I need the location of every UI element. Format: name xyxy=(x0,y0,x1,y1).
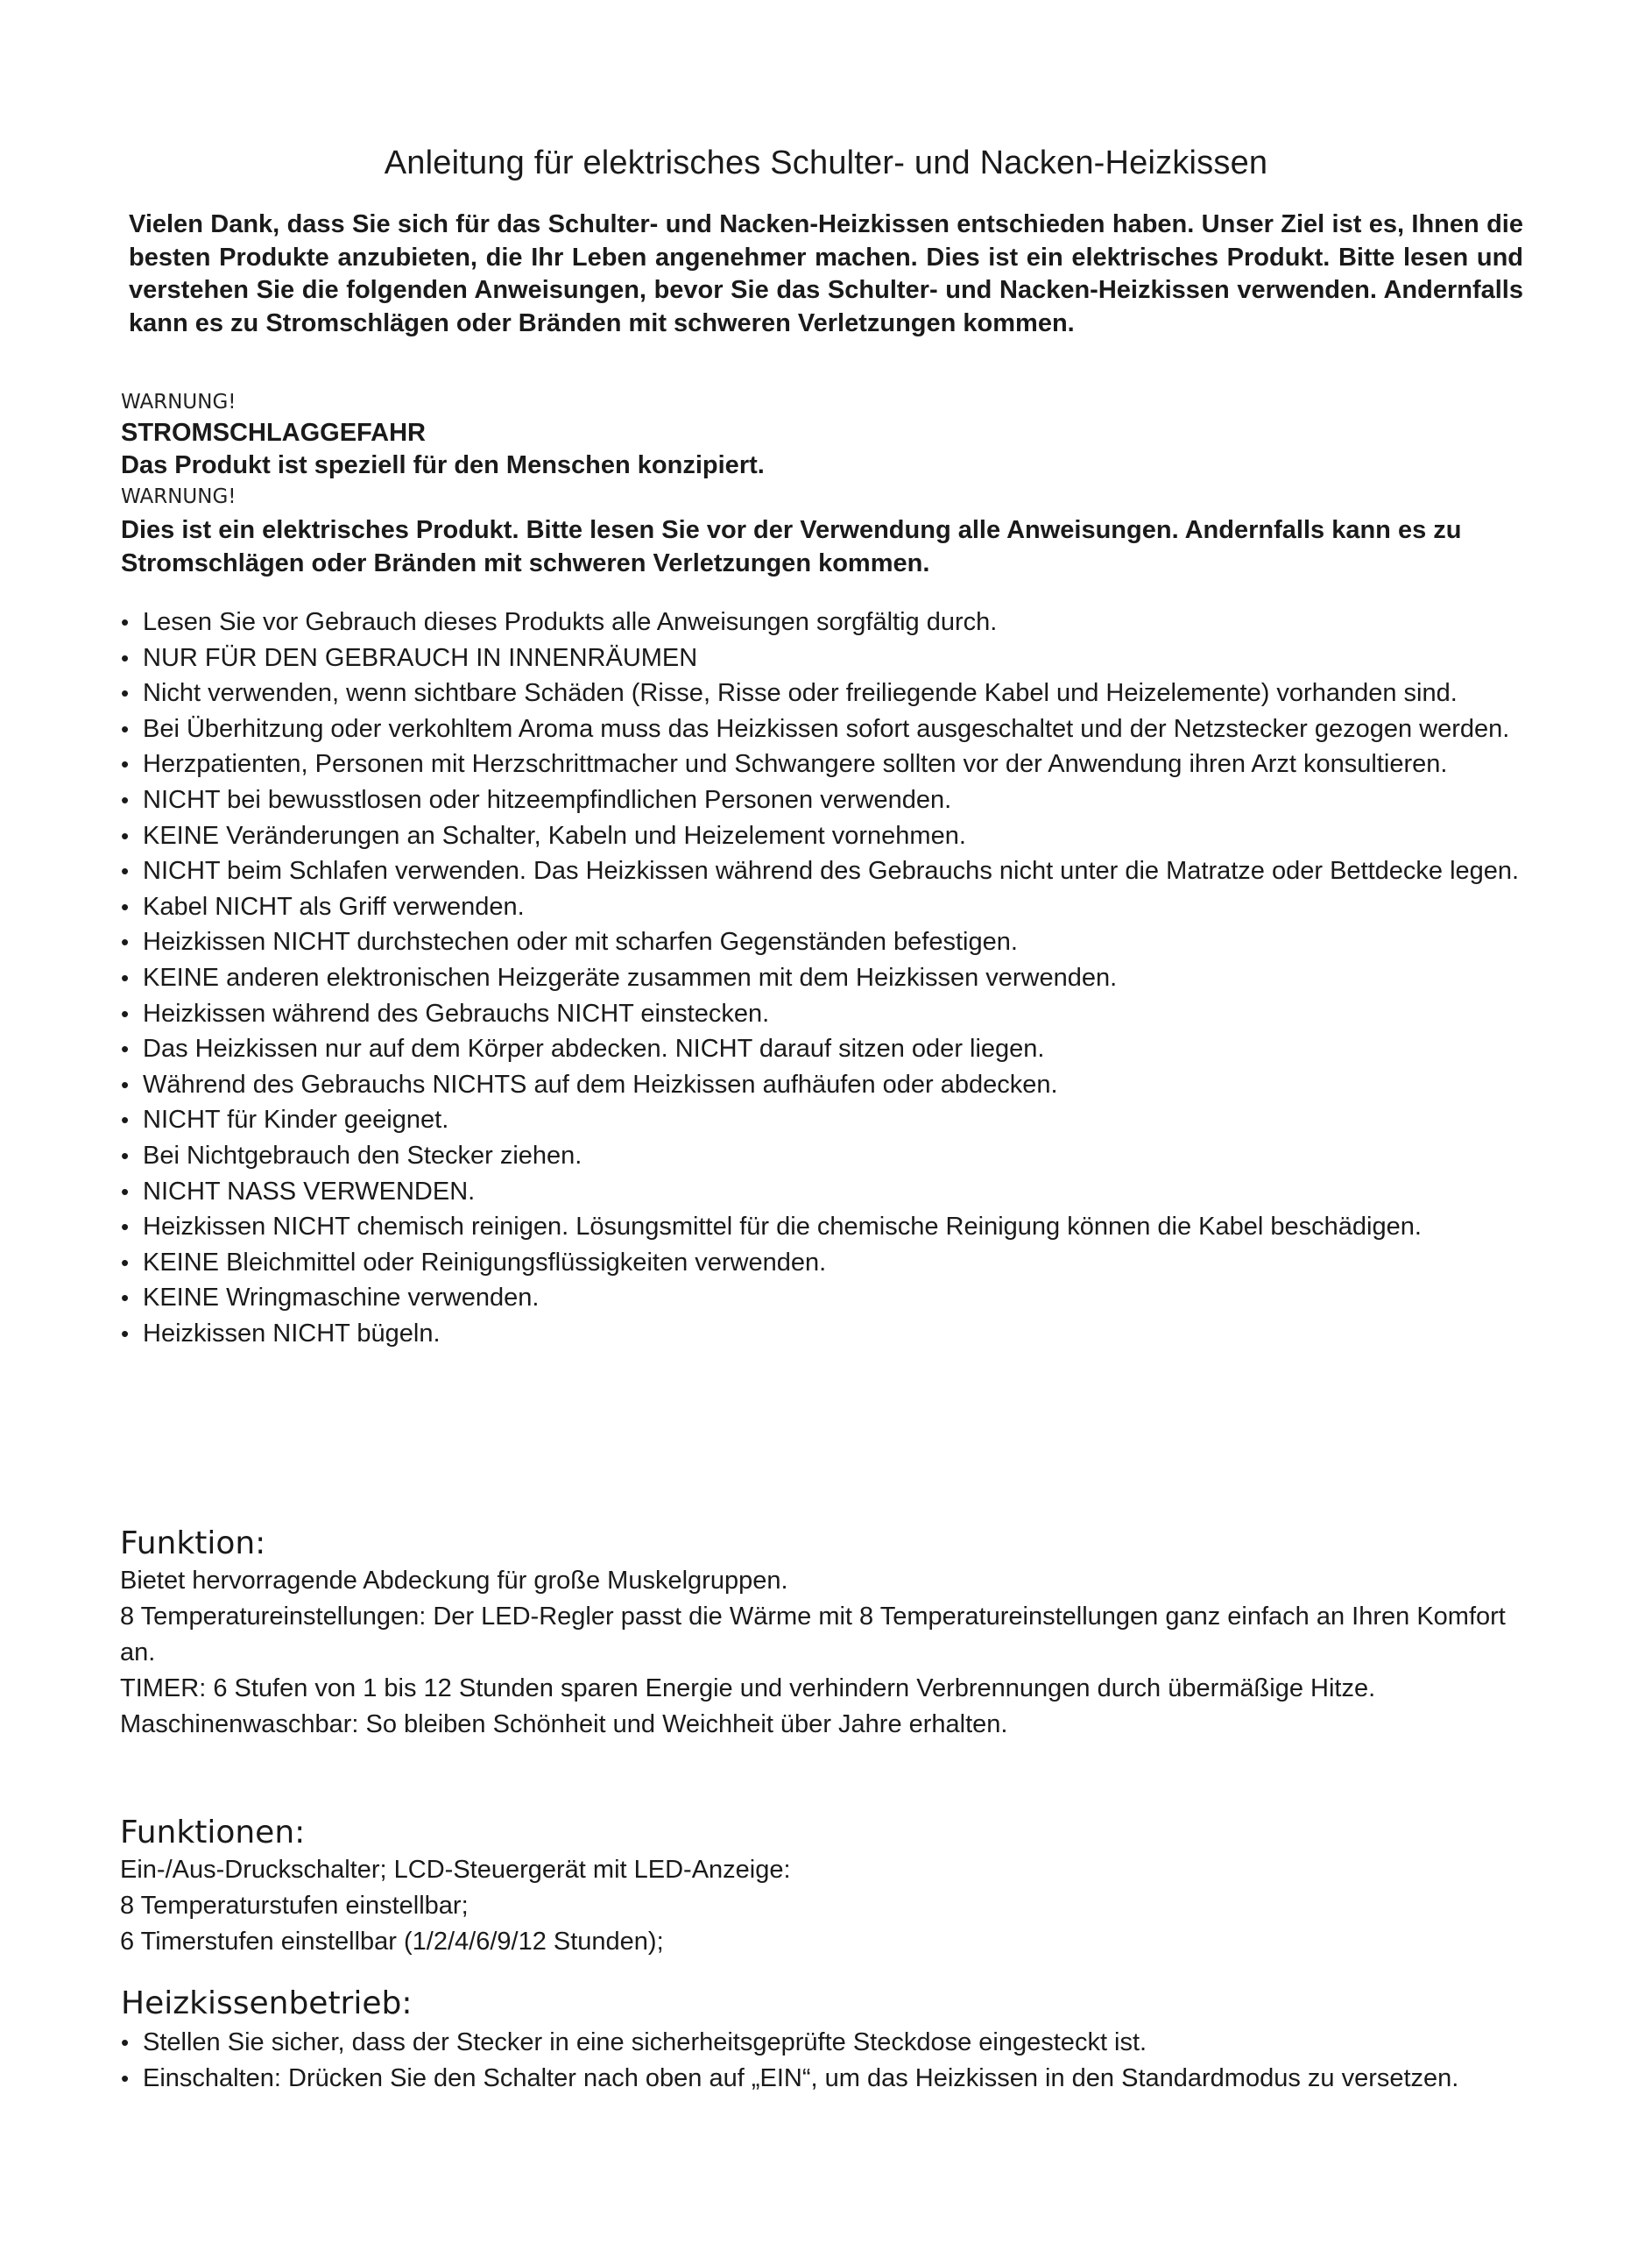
funktionen-line: 6 Timerstufen einstellbar (1/2/4/6/9/12 Stunden); xyxy=(120,1928,664,1956)
list-item xyxy=(121,1138,1540,1174)
list-item xyxy=(121,782,1540,818)
list-item-text: Das Heizkissen nur auf dem Körper abdecken. NICHT darauf sitzen oder liegen. xyxy=(143,1035,1045,1064)
bullet-icon: • xyxy=(121,715,130,742)
bullet-icon: • xyxy=(121,1142,130,1169)
document-title: Anleitung für elektrisches Schulter- und Nacken-Heizkissen xyxy=(384,145,1268,182)
list-item-text: NICHT für Kinder geeignet. xyxy=(143,1106,449,1135)
betrieb-list xyxy=(121,2025,1566,2097)
list-item xyxy=(121,2061,1566,2097)
list-item xyxy=(121,1245,1540,1281)
funktion-section xyxy=(120,1525,1539,1743)
list-item-text: KEINE anderen elektronischen Heizgeräte zusammen mit dem Heizkissen verwenden. xyxy=(143,963,1118,992)
funktionen-line: Ein-/Aus-Druckschalter; LCD-Steuergerät mit LED-Anzeige: xyxy=(120,1856,791,1884)
list-item-text: Einschalten: Drücken Sie den Schalter nach oben auf „EIN“, um das Heizkissen in den Standardmodus zu versetzen. xyxy=(143,2064,1459,2092)
bullet-icon: • xyxy=(121,680,130,707)
bullet-icon: • xyxy=(121,786,130,813)
list-item-text: Herzpatienten, Personen mit Herzschrittmacher und Schwangere sollten vor der Anwendung ihren Arzt konsultieren. xyxy=(143,750,1448,779)
list-item-text: Stellen Sie sicher, dass der Stecker in eine sicherheitsgeprüfte Steckdose eingesteckt ist. xyxy=(143,2028,1147,2056)
hazard-heading: STROMSCHLAGGEFAHR xyxy=(121,419,426,447)
list-item xyxy=(121,1067,1540,1103)
intro-paragraph: Vielen Dank, dass Sie sich für das Schulter- und Nacken-Heizkissen entschieden haben. Unser Ziel ist es, Ihnen die besten Produkte anzubieten, die Ihr Leben angenehmer machen. Dies ist ein elektrisches Produkt. Bitte lesen und verstehen Sie die folgenden Anweisungen, bevor Sie das Schulter- und Nacken-Heizkissen verwenden. Andernfalls kann es zu Stromschlägen oder Bränden mit schweren Verletzungen kommen. xyxy=(129,210,1523,337)
bullet-icon: • xyxy=(121,1000,130,1027)
human-use-notice: Das Produkt ist speziell für den Menschen konzipiert. xyxy=(121,451,765,479)
bullet-icon: • xyxy=(121,929,130,956)
list-item-text: NICHT bei bewusstlosen oder hitzeempfindlichen Personen verwenden. xyxy=(143,785,952,814)
funktion-heading: Funktion: xyxy=(120,1525,266,1561)
list-item xyxy=(121,676,1540,711)
list-item xyxy=(121,996,1540,1032)
list-item xyxy=(121,818,1540,854)
funktion-line: Bietet hervorragende Abdeckung für große Muskelgruppen. xyxy=(120,1567,788,1595)
list-item-text: Kabel NICHT als Griff verwenden. xyxy=(143,892,525,921)
list-item-text: Heizkissen NICHT bügeln. xyxy=(143,1319,441,1348)
list-item-text: KEINE Bleichmittel oder Reinigungsflüssigkeiten verwenden. xyxy=(143,1248,827,1277)
list-item-text: Während des Gebrauchs NICHTS auf dem Heizkissen aufhäufen oder abdecken. xyxy=(143,1070,1058,1099)
bullet-icon: • xyxy=(121,858,130,885)
warning-label: WARNUNG! xyxy=(121,485,237,508)
bullet-icon: • xyxy=(121,1107,130,1134)
list-item xyxy=(121,889,1540,925)
list-item xyxy=(121,1102,1540,1138)
bullet-icon: • xyxy=(121,1178,130,1205)
funktion-line: Maschinenwaschbar: So bleiben Schönheit und Weichheit über Jahre erhalten. xyxy=(120,1710,1008,1738)
electric-notice: Dies ist ein elektrisches Produkt. Bitte lesen Sie vor der Verwendung alle Anweisungen. Andernfalls kann es zu Stromschlägen oder Bränden mit schweren Verletzungen kommen. xyxy=(121,516,1462,577)
funktion-line: 8 Temperatureinstellungen: Der LED-Regler passt die Wärme mit 8 Temperatureinstellungen ganz einfach an Ihren Komfort an. xyxy=(120,1603,1506,1666)
bullet-icon: • xyxy=(121,2065,130,2091)
betrieb-section xyxy=(121,1985,1566,2097)
bullet-icon: • xyxy=(121,751,130,778)
list-item xyxy=(121,605,1540,640)
safety-rules-list xyxy=(121,605,1540,1351)
list-item xyxy=(121,853,1540,889)
list-item xyxy=(121,640,1540,676)
list-item xyxy=(121,2025,1566,2061)
list-item xyxy=(121,1209,1540,1245)
list-item-text: Heizkissen während des Gebrauchs NICHT einstecken. xyxy=(143,999,770,1028)
bullet-icon: • xyxy=(121,964,130,991)
list-item xyxy=(121,1031,1540,1067)
funktion-line: TIMER: 6 Stufen von 1 bis 12 Stunden sparen Energie und verhindern Verbrennungen durch übermäßige Hitze. xyxy=(120,1674,1376,1702)
bullet-icon: • xyxy=(121,1071,130,1098)
list-item-text: KEINE Wringmaschine verwenden. xyxy=(143,1284,540,1313)
list-item-text: Heizkissen NICHT durchstechen oder mit scharfen Gegenständen befestigen. xyxy=(143,928,1018,957)
bullet-icon: • xyxy=(121,1320,130,1347)
bullet-icon: • xyxy=(121,2029,130,2055)
list-item-text: Bei Überhitzung oder verkohltem Aroma muss das Heizkissen sofort ausgeschaltet und der Netzstecker gezogen werden. xyxy=(143,714,1510,743)
list-item-text: KEINE Veränderungen an Schalter, Kabeln und Heizelement vornehmen. xyxy=(143,821,966,850)
bullet-icon: • xyxy=(121,822,130,849)
list-item-text: Heizkissen NICHT chemisch reinigen. Lösungsmittel für die chemische Reinigung können die Kabel beschädigen. xyxy=(143,1213,1422,1242)
bullet-icon: • xyxy=(121,1213,130,1241)
funktionen-heading: Funktionen: xyxy=(120,1815,306,1850)
bullet-icon: • xyxy=(121,1284,130,1312)
list-item xyxy=(121,746,1540,782)
list-item xyxy=(121,1316,1540,1352)
list-item-text: NICHT NASS VERWENDEN. xyxy=(143,1177,476,1206)
list-item-text: Nicht verwenden, wenn sichtbare Schäden (Risse, Risse oder freiliegende Kabel und Heizelemente) vorhanden sind. xyxy=(143,679,1458,708)
funktionen-section xyxy=(120,1814,1539,1960)
list-item-text: NICHT beim Schlafen verwenden. Das Heizkissen während des Gebrauchs nicht unter die Matratze oder Bettdecke legen. xyxy=(143,857,1520,886)
warning-block xyxy=(121,387,1540,580)
list-item-text: Bei Nichtgebrauch den Stecker ziehen. xyxy=(143,1141,582,1170)
bullet-icon: • xyxy=(121,1036,130,1063)
list-item-text: Lesen Sie vor Gebrauch dieses Produkts alle Anweisungen sorgfältig durch. xyxy=(143,608,998,636)
list-item xyxy=(121,924,1540,960)
funktionen-line: 8 Temperaturstufen einstellbar; xyxy=(120,1892,469,1920)
list-item-text: NUR FÜR DEN GEBRAUCH IN INNENRÄUMEN xyxy=(143,643,698,672)
betrieb-heading: Heizkissenbetrieb: xyxy=(121,1985,413,2021)
bullet-icon: • xyxy=(121,1249,130,1276)
list-item xyxy=(121,711,1540,747)
bullet-icon: • xyxy=(121,609,130,635)
list-item xyxy=(121,960,1540,996)
bullet-icon: • xyxy=(121,644,130,671)
list-item xyxy=(121,1174,1540,1210)
warning-label: WARNUNG! xyxy=(121,391,237,414)
list-item xyxy=(121,1280,1540,1316)
bullet-icon: • xyxy=(121,893,130,920)
